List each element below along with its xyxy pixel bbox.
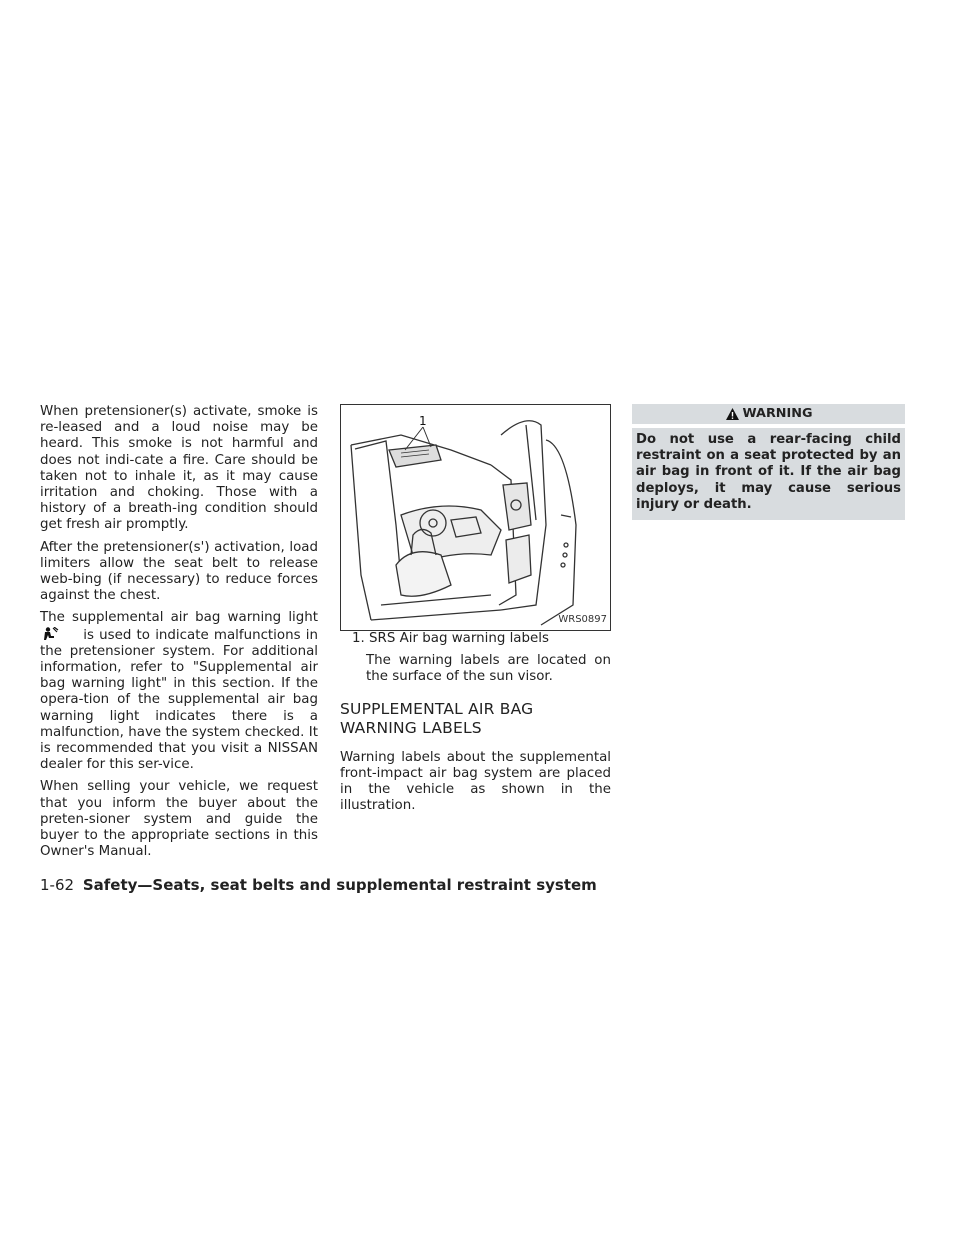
pretensioner-smoke-paragraph: When pretensioner(s) activate, smoke is re-leased and a loud noise may be heard. This smoke is not harmful and does not indi-cate a fire. Care should be taken not to inhale it, as it may cause irritation and choking. Those with a history of a breath-ing condition should get fresh air promptly. — [40, 404, 318, 533]
warning-text: Do not use a rear-facing child restraint on a seat protected by an air bag in front of it. If the air bag deploys, it may cause serious injury or death. — [632, 428, 905, 520]
airbag-warning-light-icon — [40, 627, 78, 641]
figure-caption-item: 1. SRS Air bag warning labels — [352, 631, 549, 646]
figure-code: WRS0897 — [558, 613, 607, 625]
page-number: 1-62 — [40, 876, 75, 894]
warning-labels-paragraph: Warning labels about the supplemental front-impact air bag system are placed in the vehicle as shown in the illustration. — [340, 749, 611, 814]
airbag-warning-light-paragraph: The supplemental air bag warning light is used to indicate malfunctions in the pretensioner system. For additional information, refer to "Supplemental air bag warning light" in this section. If the opera-tion of the supplemental air bag warning light indicates there is a malfunction, have the system checked. It is recommended that you visit a NISSAN dealer for this ser-vice. — [40, 610, 318, 773]
car-door-open-drawing — [341, 405, 610, 630]
figure-caption-description: The warning labels are located on the surface of the sun visor. — [366, 653, 611, 685]
figure-callout-1: 1 — [419, 414, 427, 428]
warning-triangle-icon — [725, 407, 740, 421]
warning-header — [632, 404, 905, 424]
warning-title: WARNING — [742, 405, 813, 421]
load-limiter-paragraph: After the pretensioner(s') activation, load limiters allow the seat belt to release web-bing (if necessary) to reduce forces against the chest. — [40, 539, 318, 604]
left-column — [40, 404, 318, 866]
selling-vehicle-paragraph: When selling your vehicle, we request that you inform the buyer about the preten-sioner system and guide the buyer to the appropriate sections in this Owner's Manual. — [40, 779, 318, 860]
right-column — [632, 404, 905, 520]
airbag-label-illustration — [340, 404, 611, 631]
section-title: Safety—Seats, seat belts and supplemental restraint system — [82, 876, 597, 894]
middle-column — [340, 404, 611, 820]
section-heading: SUPPLEMENTAL AIR BAG WARNING LABELS — [340, 699, 534, 737]
page-footer — [40, 876, 597, 894]
